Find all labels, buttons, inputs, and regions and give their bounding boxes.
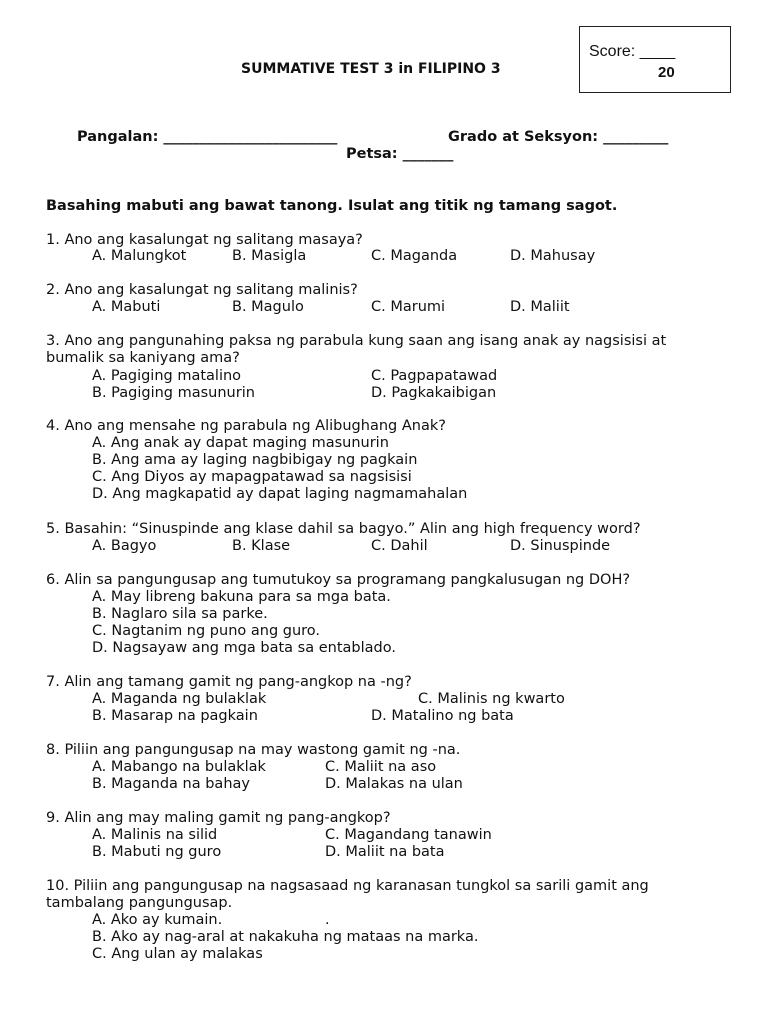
q4-option-c: C. Ang Diyos ay mapagpatawad sa nagsisisi xyxy=(92,469,412,485)
q5-option-c: C. Dahil xyxy=(371,538,428,554)
q3-option-d: D. Pagkakaibigan xyxy=(371,385,497,401)
q5-option-b: B. Klase xyxy=(232,538,291,554)
q4-option-d: D. Ang magkapatid ay dapat laging nagmamahalan xyxy=(92,486,468,502)
question-8: 8. Piliin ang pangungusap na may wastong gamit ng -na. xyxy=(46,742,461,758)
score-label: Score: ____ xyxy=(589,43,676,60)
q7-option-a: A. Maganda ng bulaklak xyxy=(92,691,267,707)
q6-option-a: A. May libreng bakuna para sa mga bata. xyxy=(92,589,391,605)
question-10: 10. Piliin ang pangungusap na nagsasaad ng karanasan tungkol sa sarili gamit ang tambalang pangungusap. xyxy=(46,878,649,911)
score-box xyxy=(579,26,731,93)
grade-section-field: Grado at Seksyon: _________ xyxy=(448,129,669,145)
q6-option-b: B. Naglaro sila sa parke. xyxy=(92,606,268,622)
q9-option-c: C. Magandang tanawin xyxy=(325,827,492,843)
q1-option-c: C. Maganda xyxy=(371,248,458,264)
q3-option-b: B. Pagiging masunurin xyxy=(92,385,255,401)
q7-option-b: B. Masarap na pagkain xyxy=(92,708,258,724)
q9-option-d: D. Maliit na bata xyxy=(325,844,445,860)
q7-option-d: D. Matalino ng bata xyxy=(371,708,514,724)
q10-option-b: B. Ako ay nag-aral at nakakuha ng mataas na marka. xyxy=(92,929,479,945)
q10-option-c: C. Ang ulan ay malakas xyxy=(92,946,263,962)
q6-option-c: C. Nagtanim ng puno ang guro. xyxy=(92,623,321,639)
q10-option-a: A. Ako ay kumain. xyxy=(92,912,223,928)
q10-stray-dot: . xyxy=(325,912,330,928)
question-3: 3. Ano ang pangunahing paksa ng parabula kung saan ang isang anak ay nagsisisi at bumalik sa kaniyang ama? xyxy=(46,333,667,366)
q5-option-a: A. Bagyo xyxy=(92,538,157,554)
q7-option-c: C. Malinis ng kwarto xyxy=(418,691,565,707)
score-total: 20 xyxy=(658,64,675,81)
q4-option-b: B. Ang ama ay laging nagbibigay ng pagkain xyxy=(92,452,418,468)
q9-option-a: A. Malinis na silid xyxy=(92,827,218,843)
instructions: Basahing mabuti ang bawat tanong. Isulat ang titik ng tamang sagot. xyxy=(46,198,618,214)
question-2: 2. Ano ang kasalungat ng salitang malinis? xyxy=(46,282,358,298)
question-5: 5. Basahin: “Sinuspinde ang klase dahil sa bagyo.” Alin ang high frequency word? xyxy=(46,521,641,537)
question-4: 4. Ano ang mensahe ng parabula ng Alibughang Anak? xyxy=(46,418,446,434)
q2-option-d: D. Maliit xyxy=(510,299,570,315)
question-7: 7. Alin ang tamang gamit ng pang-angkop na -ng? xyxy=(46,674,412,690)
q8-option-a: A. Mabango na bulaklak xyxy=(92,759,266,775)
name-field: Pangalan: ________________________ xyxy=(77,129,338,145)
q9-option-b: B. Mabuti ng guro xyxy=(92,844,222,860)
q5-option-d: D. Sinuspinde xyxy=(510,538,611,554)
q6-option-d: D. Nagsayaw ang mga bata sa entablado. xyxy=(92,640,396,656)
question-9: 9. Alin ang may maling gamit ng pang-angkop? xyxy=(46,810,391,826)
q8-option-b: B. Maganda na bahay xyxy=(92,776,250,792)
q2-option-b: B. Magulo xyxy=(232,299,304,315)
q3-option-a: A. Pagiging matalino xyxy=(92,368,242,384)
date-field: Petsa: _______ xyxy=(346,146,454,162)
q2-option-a: A. Mabuti xyxy=(92,299,161,315)
page-title: SUMMATIVE TEST 3 in FILIPINO 3 xyxy=(241,61,501,77)
q8-option-c: C. Maliit na aso xyxy=(325,759,437,775)
q4-option-a: A. Ang anak ay dapat maging masunurin xyxy=(92,435,389,451)
q8-option-d: D. Malakas na ulan xyxy=(325,776,463,792)
question-6: 6. Alin sa pangungusap ang tumutukoy sa programang pangkalusugan ng DOH? xyxy=(46,572,631,588)
q3-option-c: C. Pagpapatawad xyxy=(371,368,498,384)
question-1: 1. Ano ang kasalungat ng salitang masaya? xyxy=(46,232,363,248)
q2-option-c: C. Marumi xyxy=(371,299,446,315)
q1-option-a: A. Malungkot xyxy=(92,248,187,264)
q1-option-b: B. Masigla xyxy=(232,248,307,264)
q1-option-d: D. Mahusay xyxy=(510,248,596,264)
